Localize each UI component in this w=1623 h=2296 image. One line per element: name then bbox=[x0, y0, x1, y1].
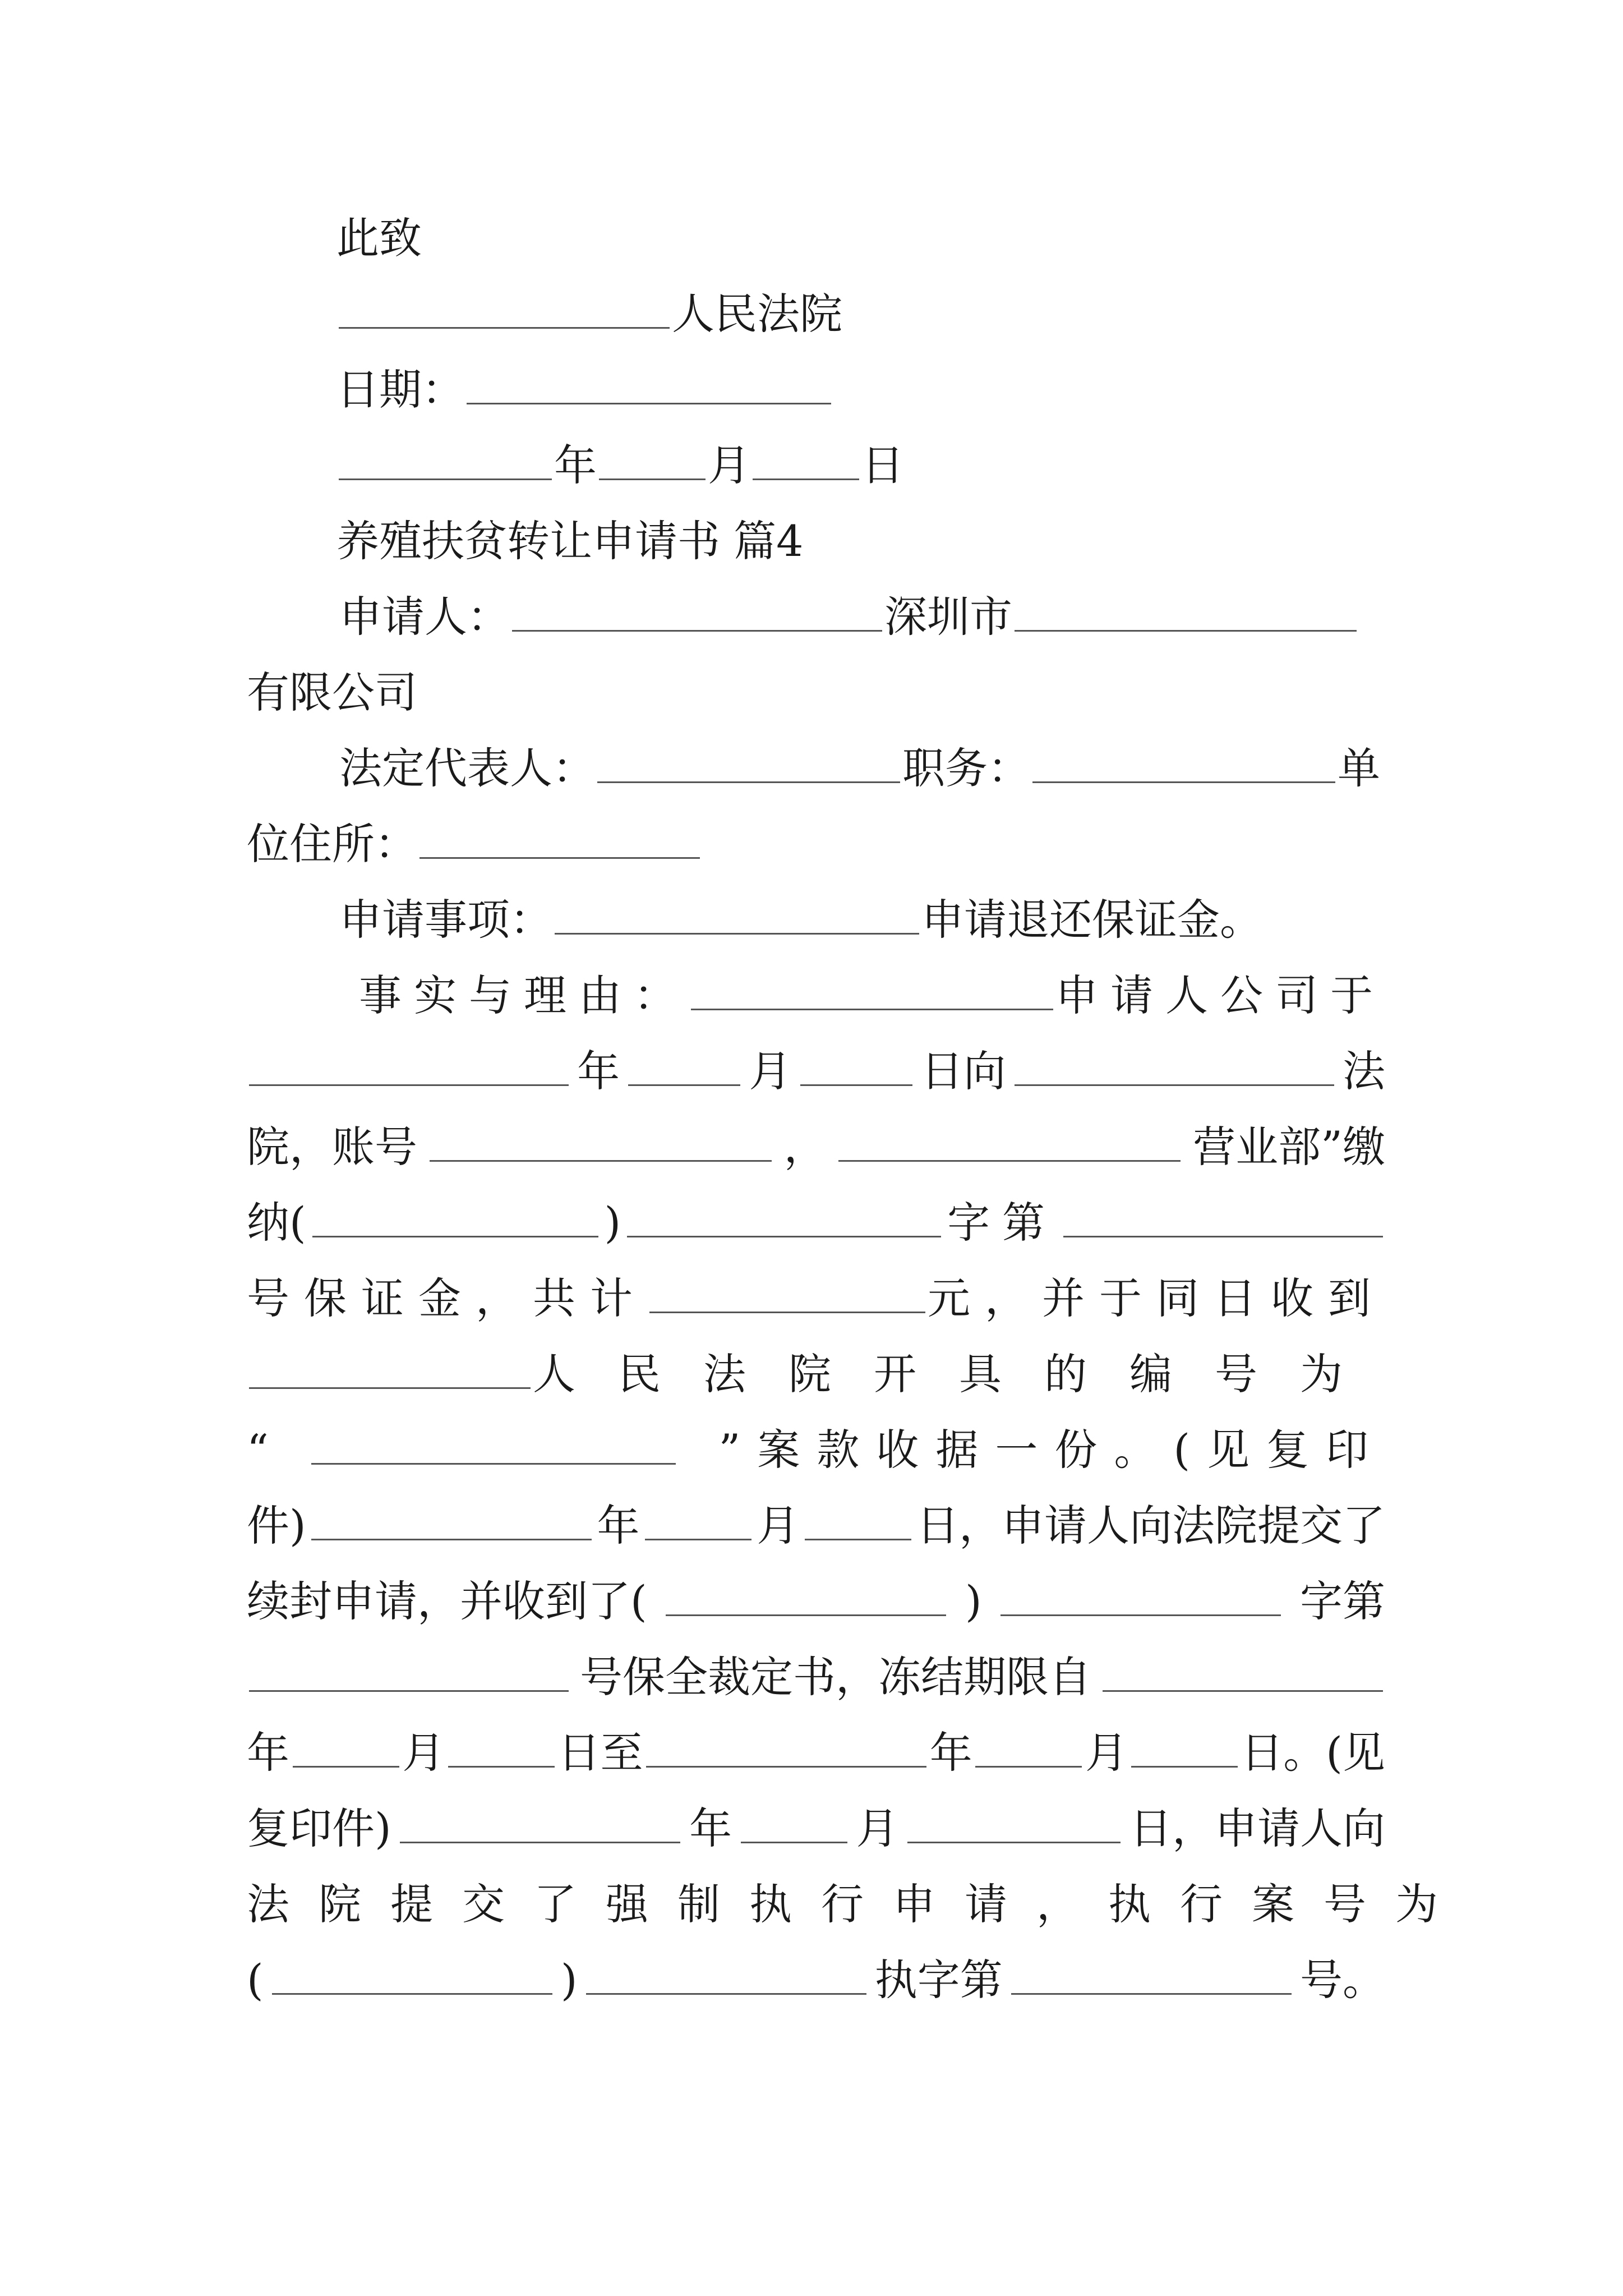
court-field[interactable] bbox=[1015, 1044, 1334, 1086]
renewal-date-line: 件) 年 月 日，申请人向法院提交了 bbox=[247, 1495, 1385, 1557]
blank-field[interactable] bbox=[339, 287, 670, 329]
day-field[interactable] bbox=[907, 1801, 1121, 1843]
applicant-line: 申请人： 深圳市 bbox=[247, 586, 1385, 648]
day-field[interactable] bbox=[1131, 1726, 1238, 1768]
year-field[interactable] bbox=[400, 1801, 680, 1843]
deposit-line: 号保证金，共计 元，并于同日收到 bbox=[247, 1268, 1385, 1329]
applicant-field[interactable] bbox=[512, 590, 882, 632]
legal-rep-field[interactable] bbox=[597, 741, 900, 783]
enforcement-date-line: 复印件) 年 月 日，申请人向 bbox=[247, 1798, 1385, 1860]
date-line: 日期： bbox=[336, 359, 1475, 421]
facts-field[interactable] bbox=[691, 968, 1053, 1010]
month-field[interactable] bbox=[975, 1726, 1082, 1768]
receipt-line: 人民法院开具的编号为 bbox=[247, 1343, 1385, 1405]
ymd-line: 年 月 日 bbox=[336, 435, 1475, 496]
freeze-dates-line: 年 月 日至 年 月 日。(见 bbox=[247, 1722, 1385, 1784]
branch-field[interactable] bbox=[838, 1120, 1181, 1162]
enforce-prefix-field[interactable] bbox=[586, 1953, 866, 1995]
receipt-number-field[interactable] bbox=[311, 1423, 676, 1465]
year-field[interactable] bbox=[311, 1498, 592, 1540]
enforce-number-field[interactable] bbox=[1011, 1953, 1292, 1995]
ruling-number-field[interactable] bbox=[249, 1650, 569, 1692]
position-field[interactable] bbox=[1032, 741, 1335, 783]
year-field[interactable] bbox=[646, 1726, 926, 1768]
enforce-year-field[interactable] bbox=[272, 1953, 552, 1995]
date-field[interactable] bbox=[467, 362, 831, 404]
ruling-prefix-field[interactable] bbox=[1000, 1574, 1281, 1616]
request-field[interactable] bbox=[555, 892, 919, 935]
day-field[interactable] bbox=[448, 1726, 555, 1768]
year-field[interactable] bbox=[339, 438, 552, 480]
day-field[interactable] bbox=[753, 438, 859, 480]
case-prefix-field[interactable] bbox=[627, 1195, 941, 1237]
freeze-period-line: 号保全裁定书，冻结期限自 bbox=[247, 1646, 1385, 1708]
freeze-start-year-field[interactable] bbox=[1103, 1650, 1383, 1692]
ruling-year-field[interactable] bbox=[666, 1574, 946, 1616]
salutation: 此致 bbox=[336, 213, 422, 263]
company-field[interactable] bbox=[1015, 590, 1357, 632]
enforcement-line: 法院提交了强制执行申请，执行案号为 bbox=[247, 1879, 1467, 1929]
enforcement-case-line: ( ) 执字第 号。 bbox=[247, 1949, 1385, 2011]
section-heading: 养殖扶贫转让申请书 篇4 bbox=[336, 516, 804, 566]
month-field[interactable] bbox=[741, 1801, 847, 1843]
case-year-field[interactable] bbox=[312, 1195, 598, 1237]
month-field[interactable] bbox=[628, 1044, 740, 1086]
month-field[interactable] bbox=[293, 1726, 399, 1768]
request-line: 申请事项： 申请退还保证金。 bbox=[247, 889, 1385, 951]
receipt-number-line: “ ”案款收据一份。(见复印 bbox=[247, 1419, 1385, 1481]
renewal-ruling-line: 续封申请，并收到了( ) 字第 bbox=[247, 1571, 1385, 1632]
address-line: 位住所： bbox=[247, 813, 1385, 875]
payment-date-line: 年 月 日向 法 bbox=[247, 1041, 1385, 1102]
facts-line: 事实与理由： 申请人公司于 bbox=[247, 965, 1385, 1027]
day-field[interactable] bbox=[800, 1044, 912, 1086]
legal-rep-line: 法定代表人： 职务： 单 bbox=[247, 738, 1385, 799]
month-field[interactable] bbox=[599, 438, 706, 480]
case-number-field[interactable] bbox=[1063, 1195, 1383, 1237]
account-field[interactable] bbox=[430, 1120, 772, 1162]
account-line: 院，账号 ， 营业部”缴 bbox=[247, 1116, 1385, 1178]
court-field[interactable] bbox=[249, 1347, 531, 1389]
court-addressee: 人民法院 bbox=[336, 283, 1475, 345]
year-field[interactable] bbox=[249, 1044, 569, 1086]
address-field[interactable] bbox=[419, 817, 700, 859]
day-field[interactable] bbox=[805, 1498, 911, 1540]
amount-field[interactable] bbox=[649, 1271, 925, 1313]
company-suffix: 有限公司 bbox=[247, 668, 417, 717]
month-field[interactable] bbox=[645, 1498, 751, 1540]
case-number-line: 纳( ) 字第 bbox=[247, 1192, 1385, 1254]
